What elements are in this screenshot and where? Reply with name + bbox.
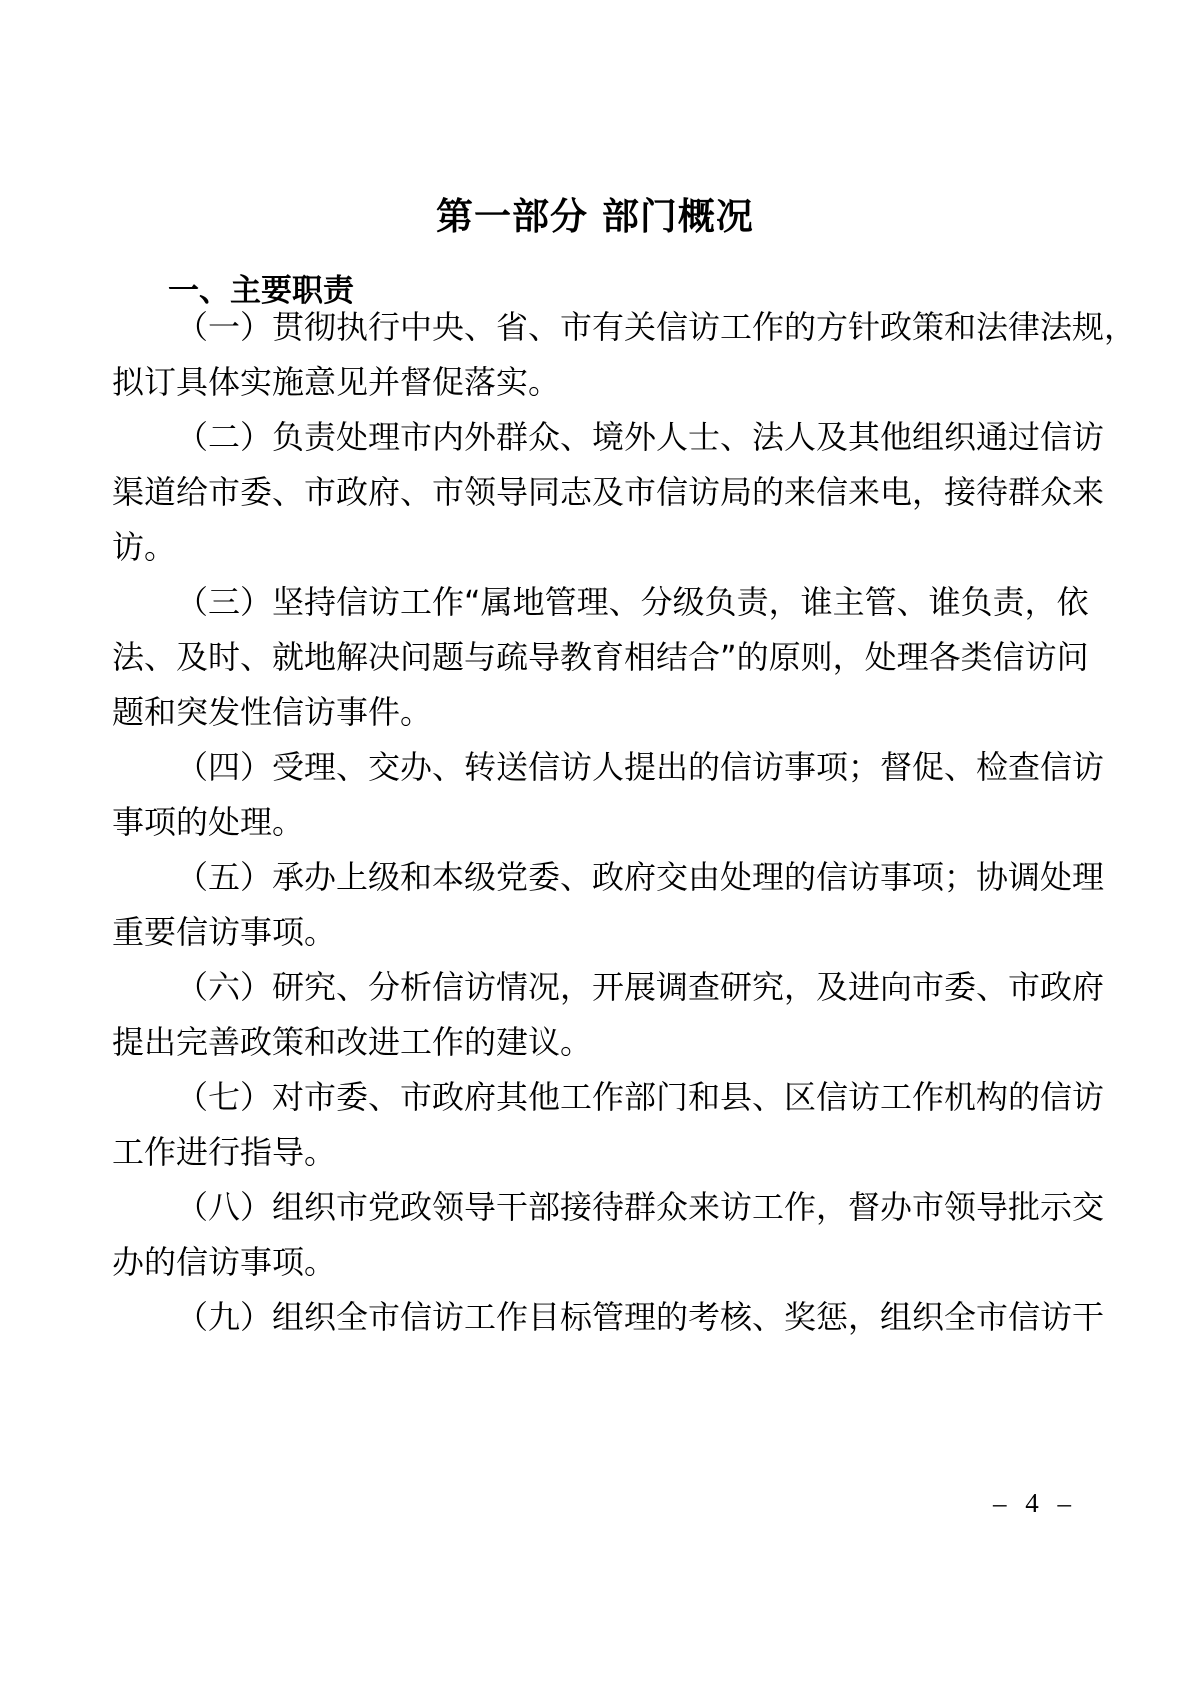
- paragraph-6-line: （六）研究、分析信访情况，开展调查研究，及进向市委、市政府: [176, 968, 1105, 1006]
- paragraph-8-line: 办的信访事项。: [112, 1243, 337, 1281]
- paragraph-5-line: 重要信访事项。: [112, 913, 337, 951]
- paragraph-2-line: 渠道给市委、市政府、市领导同志及市信访局的来信来电，接待群众来: [112, 473, 1105, 511]
- document-body: [112, 300, 1137, 1345]
- paragraph-1-line: 拟订具体实施意见并督促落实。: [112, 363, 561, 401]
- paragraph-8-line: （八）组织市党政领导干部接待群众来访工作，督办市领导批示交: [176, 1188, 1105, 1226]
- paragraph-7-line: 工作进行指导。: [112, 1133, 337, 1171]
- paragraph-9-line: （九）组织全市信访工作目标管理的考核、奖惩，组织全市信访干: [176, 1298, 1105, 1336]
- paragraph-1-line: （一）贯彻执行中央、省、市有关信访工作的方针政策和法律法规，: [176, 308, 1137, 346]
- document-title: 第一部分 部门概况: [436, 195, 754, 238]
- paragraph-2-line: 访。: [112, 528, 177, 566]
- section-heading-main-duties: 一、主要职责: [168, 273, 354, 309]
- page-number: – 4 –: [993, 1488, 1077, 1518]
- paragraph-2-line: （二）负责处理市内外群众、境外人士、法人及其他组织通过信访: [176, 418, 1105, 456]
- paragraph-3-line: （三）坚持信访工作“属地管理、分级负责，谁主管、谁负责，依: [176, 583, 1089, 621]
- paragraph-4-line: （四）受理、交办、转送信访人提出的信访事项；督促、检查信访: [176, 748, 1105, 786]
- paragraph-3-line: 题和突发性信访事件。: [112, 693, 433, 731]
- paragraph-3-line: 法、及时、就地解决问题与疏导教育相结合”的原则，处理各类信访问: [112, 638, 1089, 676]
- paragraph-4-line: 事项的处理。: [112, 803, 305, 841]
- paragraph-5-line: （五）承办上级和本级党委、政府交由处理的信访事项；协调处理: [176, 858, 1105, 896]
- paragraph-6-line: 提出完善政策和改进工作的建议。: [112, 1023, 593, 1061]
- paragraph-7-line: （七）对市委、市政府其他工作部门和县、区信访工作机构的信访: [176, 1078, 1105, 1116]
